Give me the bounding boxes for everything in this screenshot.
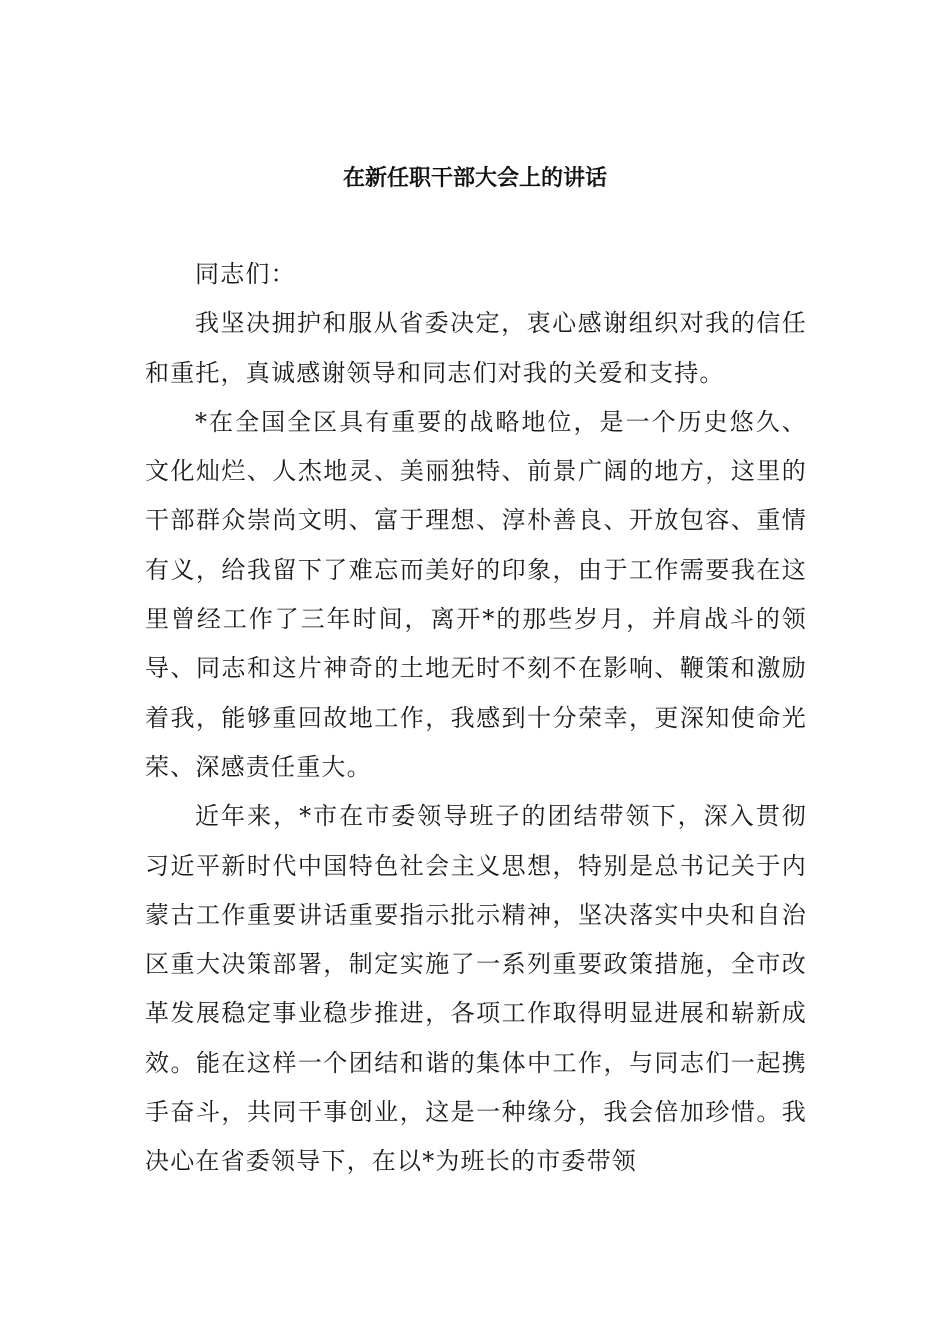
paragraph: *在全国全区具有重要的战略地位，是一个历史悠久、文化灿烂、人杰地灵、美丽独特、前景广阔的地方，这里的干部群众崇尚文明、富于理想、淳朴善良、开放包容、重情有义，给我留下了难忘而美好的印象，由于工作需要我在这里曾经工作了三年时间，离开*的那些岁月，并肩战斗的领导、同志和这片神奇的土地无时不刻不在影响、鞭策和激励着我，能够重回故地工作，我感到十分荣幸，更深知使命光荣、深感责任重大。 bbox=[145, 407, 807, 781]
paragraph-salutation: 同志们： bbox=[195, 260, 296, 288]
paragraph: 近年来，*市在市委领导班子的团结带领下，深入贯彻习近平新时代中国特色社会主义思想，特别是总书记关于内蒙古工作重要讲话重要指示批示精神，坚决落实中央和自治区重大决策部署，制定实施了一系列重要政策措施，全市改革发展稳定事业稳步推进，各项工作取得明显进展和崭新成效。能在这样一个团结和谐的集体中工作，与同志们一起携手奋斗，共同干事创业，这是一种缘分，我会倍加珍惜。我决心在省委领导下，在以*为班长的市委带领 bbox=[145, 802, 807, 1176]
paragraph: 我坚决拥护和服从省委决定，衷心感谢组织对我的信任和重托，真诚感谢领导和同志们对我的关爱和支持。 bbox=[145, 309, 807, 387]
document-title: 在新任职干部大会上的讲话 bbox=[342, 166, 607, 191]
document-body bbox=[145, 250, 807, 1187]
